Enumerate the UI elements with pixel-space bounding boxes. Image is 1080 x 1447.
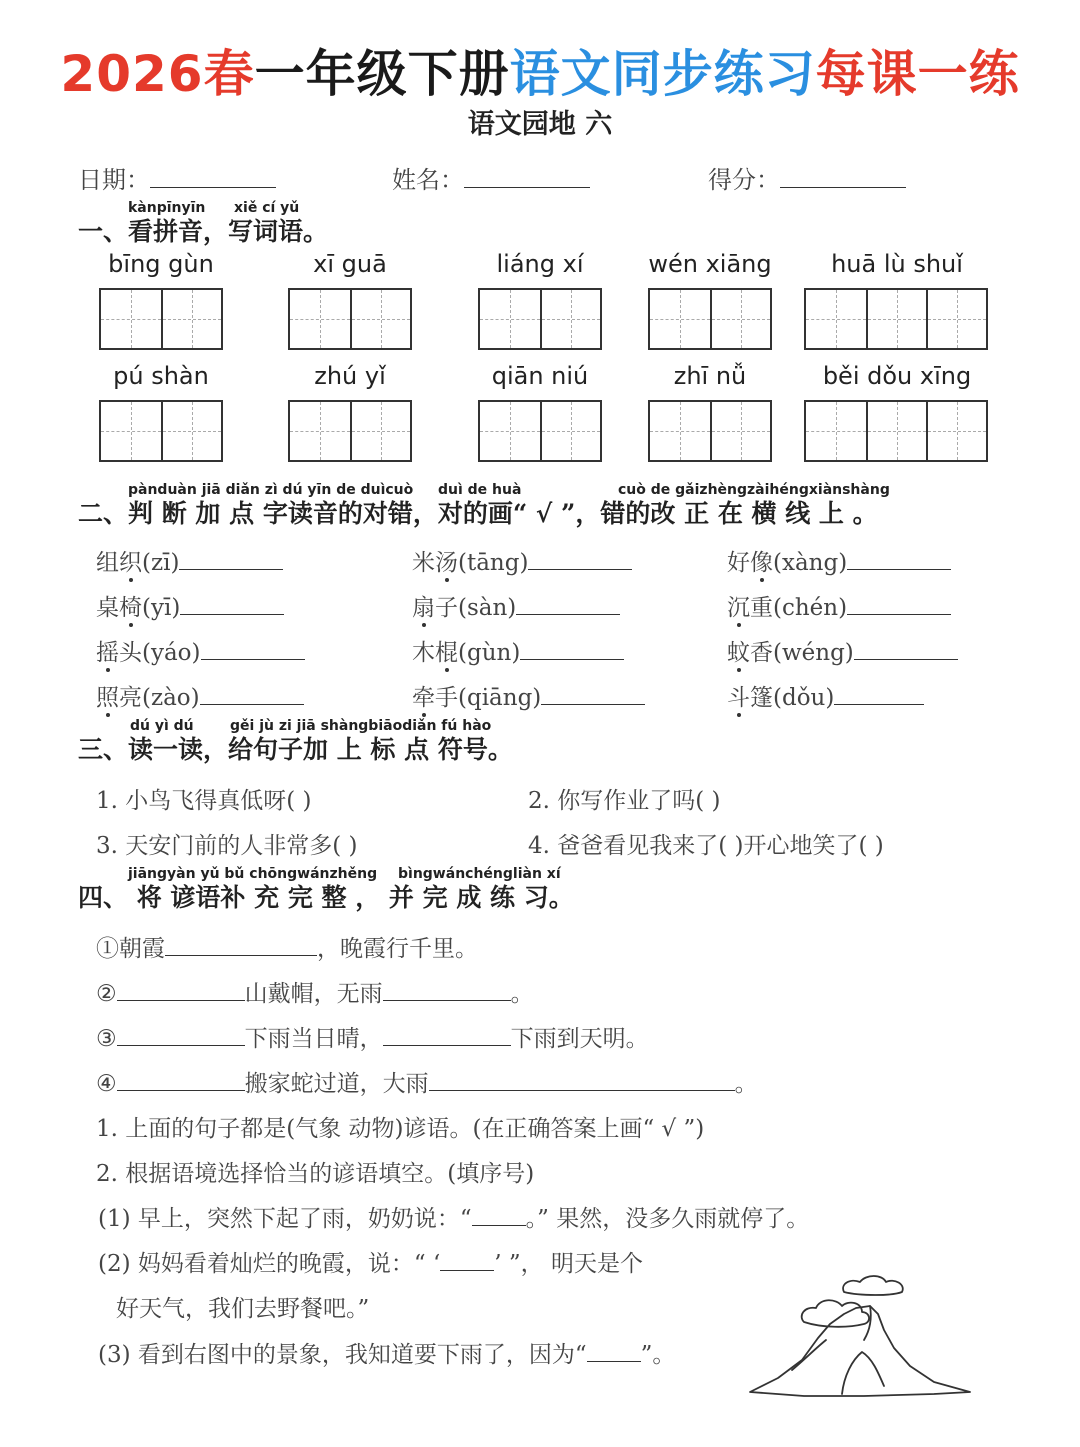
punctuation-item[interactable]: 1. 小鸟飞得真低呀( ) (96, 788, 312, 814)
section-2-heading: 二、判 断 加 点 字读音的对错，对的画“ √ ”，错的改 正 在 横 线 上 。 (78, 499, 878, 528)
pinyin-annotation: kànpīnyīn (128, 200, 206, 216)
writing-cell[interactable] (710, 402, 770, 460)
pinyin-word: bīng gùn (108, 250, 214, 278)
pinyin-word: qiān niú (491, 362, 589, 390)
answer-blank[interactable] (541, 682, 645, 705)
dotted-character: 蚊 (727, 640, 750, 666)
date-field[interactable]: 日期： (78, 160, 276, 195)
pinyin-annotation: cuò de gǎizhèngzàihéngxiànshàng (618, 482, 890, 498)
question-1[interactable]: 1. 上面的句子都是(气象 动物)谚语。(在正确答案上画“ √ ”) (96, 1116, 705, 1142)
lesson-subtitle: 语文园地 六 (467, 109, 613, 140)
section-1-heading: 一、看拼音，写词语。 (78, 217, 329, 246)
answer-blank[interactable] (472, 1203, 526, 1226)
dotted-character: 照 (96, 685, 119, 711)
answer-blank[interactable] (516, 592, 620, 615)
tianzige-grid[interactable] (478, 288, 602, 350)
pronunciation-item: 照亮(zào) (96, 679, 304, 712)
pinyin-word: zhú yǐ (314, 362, 386, 390)
pinyin-annotation: duì de huà (438, 482, 522, 498)
pinyin-word: wén xiāng (648, 250, 772, 278)
dotted-character: 沉 (727, 595, 750, 621)
dotted-character: 汤 (435, 550, 458, 576)
answer-blank[interactable] (200, 682, 304, 705)
section-3-heading: 三、读一读，给句子加 上 标 点 符号。 (78, 735, 513, 764)
punctuation-item[interactable]: 2. 你写作业了吗( ) (528, 788, 721, 814)
writing-cell[interactable] (350, 290, 410, 348)
writing-cell[interactable] (650, 290, 710, 348)
pinyin-word: pú shàn (113, 362, 209, 390)
pinyin-annotation: jiāngyàn yǔ bǔ chōngwánzhěng (128, 866, 378, 882)
answer-blank[interactable] (587, 1339, 641, 1362)
proverb-line-3: ③ 下雨当日晴， 下雨到天明。 (96, 1020, 649, 1053)
writing-cell[interactable] (926, 402, 986, 460)
score-field[interactable]: 得分： (708, 160, 906, 195)
mountain-cloud-illustration (744, 1268, 980, 1404)
question-2: 2. 根据语境选择恰当的谚语填空。(填序号) (96, 1161, 535, 1187)
question-2-2-cont: 好天气，我们去野餐吧。” (116, 1296, 370, 1322)
writing-cell[interactable] (290, 290, 350, 348)
pronunciation-item: 蚊香(wéng) (727, 634, 958, 667)
writing-cell[interactable] (540, 290, 600, 348)
answer-blank[interactable] (117, 1068, 245, 1091)
writing-cell[interactable] (101, 402, 161, 460)
proverb-line-1: ①朝霞 ，晚霞行千里。 (96, 930, 478, 963)
tianzige-grid[interactable] (99, 288, 223, 350)
punctuation-item[interactable]: 3. 天安门前的人非常多( ) (96, 833, 358, 859)
writing-cell[interactable] (480, 402, 540, 460)
writing-cell[interactable] (161, 402, 221, 460)
question-2-1: (1) 早上，突然下起了雨，奶奶说：“ 。” 果然，没多久雨就停了。 (98, 1200, 809, 1233)
writing-cell[interactable] (710, 290, 770, 348)
pinyin-word: běi dǒu xīng (822, 362, 972, 390)
tianzige-grid[interactable] (99, 400, 223, 462)
tianzige-grid[interactable] (804, 400, 988, 462)
answer-blank[interactable] (520, 637, 624, 660)
writing-cell[interactable] (101, 290, 161, 348)
pinyin-word: zhī nǚ (673, 362, 747, 390)
writing-cell[interactable] (806, 402, 866, 460)
answer-blank[interactable] (201, 637, 305, 660)
answer-blank[interactable] (528, 547, 632, 570)
proverb-line-2: ② 山戴帽，无雨 。 (96, 975, 534, 1008)
pinyin-word: huā lù shuǐ (831, 250, 963, 278)
section-4-heading: 四、 将 谚语补 充 完 整 ， 并 完 成 练 习。 (78, 883, 574, 912)
writing-cell[interactable] (926, 290, 986, 348)
pronunciation-item: 好像(xàng) (727, 544, 951, 577)
pronunciation-item: 组织(zī) (96, 544, 283, 577)
name-field[interactable]: 姓名： (392, 160, 590, 195)
pronunciation-item: 斗篷(dǒu) (727, 679, 924, 712)
pronunciation-item: 扇子(sàn) (412, 589, 620, 622)
tianzige-grid[interactable] (648, 288, 772, 350)
answer-blank[interactable] (117, 978, 245, 1001)
writing-cell[interactable] (866, 290, 926, 348)
writing-cell[interactable] (350, 402, 410, 460)
answer-blank[interactable] (165, 933, 317, 956)
pinyin-annotation: bìngwánchéngliàn xí (398, 866, 561, 882)
writing-cell[interactable] (806, 290, 866, 348)
question-2-2: (2) 妈妈看着灿烂的晚霞，说：“ ‘ ’ ”， 明天是个 (98, 1245, 643, 1278)
answer-blank[interactable] (429, 1068, 735, 1091)
answer-blank[interactable] (834, 682, 924, 705)
tianzige-grid[interactable] (288, 288, 412, 350)
tianzige-grid[interactable] (478, 400, 602, 462)
pronunciation-item: 桌椅(yī) (96, 589, 284, 622)
pinyin-word: xī guā (313, 250, 387, 278)
proverb-line-4: ④ 搬家蛇过道，大雨 。 (96, 1065, 758, 1098)
writing-cell[interactable] (290, 402, 350, 460)
dotted-character: 椅 (119, 595, 142, 621)
pinyin-word: liáng xí (496, 250, 584, 278)
dotted-character: 摇 (96, 640, 119, 666)
pinyin-annotation: dú yì dú (130, 718, 194, 734)
dotted-character: 棍 (435, 640, 458, 666)
page-title: 2026春一年级下册语文同步练习每课一练 (60, 45, 1020, 103)
pinyin-annotation: xiě cí yǔ (234, 200, 300, 216)
dotted-character: 像 (750, 550, 773, 576)
answer-blank[interactable] (847, 547, 951, 570)
writing-cell[interactable] (650, 402, 710, 460)
pinyin-annotation: pànduàn jiā diǎn zì dú yīn de duìcuò (128, 482, 414, 498)
dotted-character: 斗 (727, 685, 750, 711)
pronunciation-item: 米汤(tāng) (412, 544, 632, 577)
tianzige-grid[interactable] (648, 400, 772, 462)
answer-blank[interactable] (854, 637, 958, 660)
writing-cell[interactable] (540, 402, 600, 460)
punctuation-item[interactable]: 4. 爸爸看见我来了( )开心地笑了( ) (528, 833, 884, 859)
answer-blank[interactable] (440, 1248, 494, 1271)
tianzige-grid[interactable] (804, 288, 988, 350)
pronunciation-item: 沉重(chén) (727, 589, 951, 622)
answer-blank[interactable] (383, 978, 511, 1001)
answer-blank[interactable] (383, 1023, 511, 1046)
answer-blank[interactable] (847, 592, 951, 615)
question-2-3: (3) 看到右图中的景象，我知道要下雨了，因为“ ”。 (98, 1336, 675, 1369)
pronunciation-item: 摇头(yáo) (96, 634, 305, 667)
pronunciation-item: 牵手(qiāng) (412, 679, 645, 712)
writing-cell[interactable] (161, 290, 221, 348)
tianzige-grid[interactable] (288, 400, 412, 462)
answer-blank[interactable] (117, 1023, 245, 1046)
pinyin-annotation: gěi jù zi jiā shàngbiāodiǎn fú hào (230, 718, 492, 734)
dotted-character: 扇 (412, 595, 435, 621)
writing-cell[interactable] (866, 402, 926, 460)
answer-blank[interactable] (180, 592, 284, 615)
answer-blank[interactable] (179, 547, 283, 570)
dotted-character: 牵 (412, 685, 435, 711)
dotted-character: 织 (119, 550, 142, 576)
pronunciation-item: 木棍(gùn) (412, 634, 624, 667)
writing-cell[interactable] (480, 290, 540, 348)
